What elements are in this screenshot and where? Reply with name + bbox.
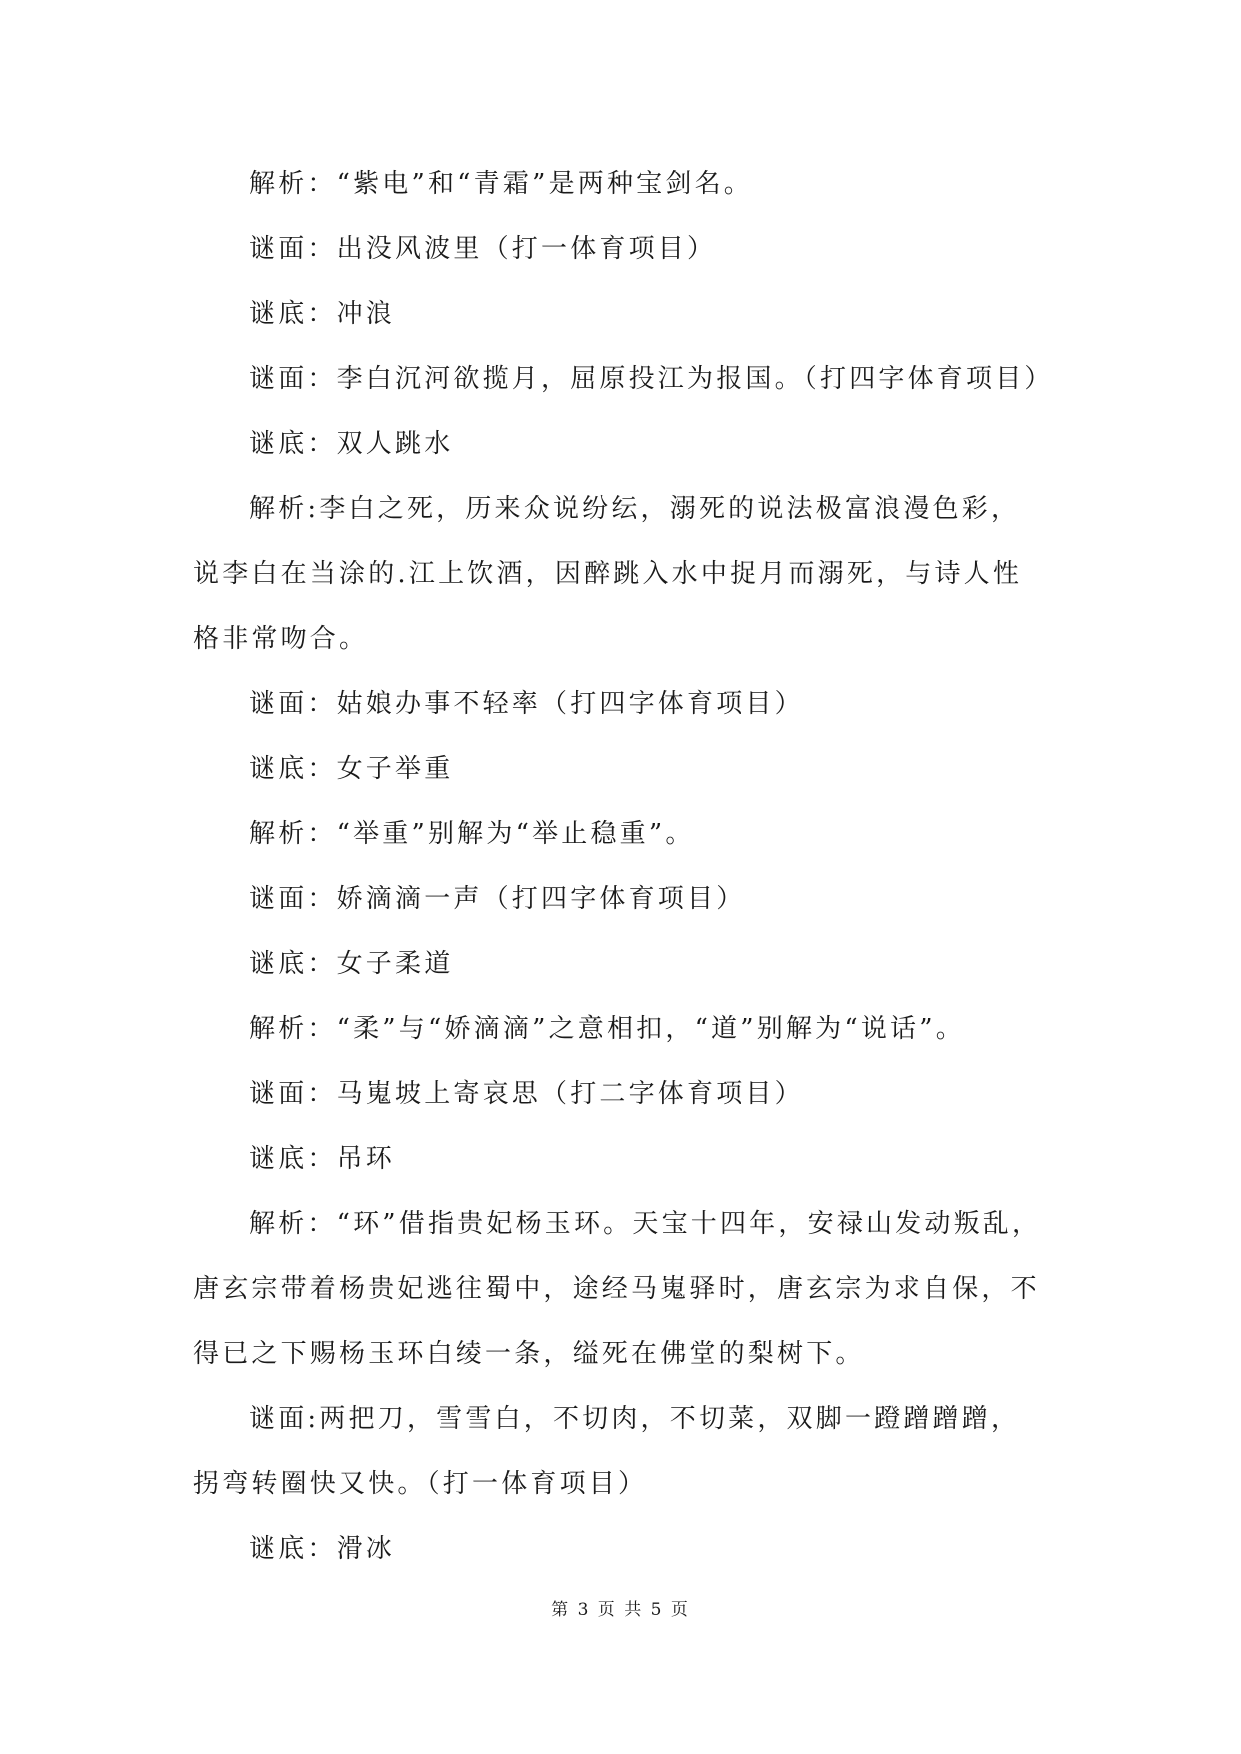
paragraph-analysis-weightlifting: 解析：“举重”别解为“举止稳重”。 — [249, 819, 695, 849]
paragraph-analysis-swords: 解析：“紫电”和“青霜”是两种宝剑名。 — [249, 169, 753, 199]
paragraph-riddle-rings: 谜面：马嵬坡上寄哀思（打二字体育项目） — [249, 1079, 804, 1109]
page-number-footer: 第 3 页 共 5 页 — [551, 1600, 690, 1620]
paragraph-answer-diving: 谜底：双人跳水 — [249, 429, 454, 459]
paragraph-answer-weightlifting: 谜底：女子举重 — [249, 754, 454, 784]
paragraph-answer-skating: 谜底：滑冰 — [249, 1534, 396, 1564]
paragraph-riddle-surfing: 谜面：出没风波里（打一体育项目） — [249, 234, 717, 264]
paragraph-analysis-judo: 解析：“柔”与“娇滴滴”之意相扣，“道”别解为“说话”。 — [249, 1014, 965, 1044]
paragraph-riddle-weightlifting: 谜面：姑娘办事不轻率（打四字体育项目） — [249, 689, 804, 719]
paragraph-riddle-skating: 谜面:两把刀，雪雪白，不切肉，不切菜，双脚一蹬蹭蹭蹭，拐弯转圈快又快。（打一体育项目） — [193, 1404, 1021, 1499]
paragraph-riddle-diving: 谜面：李白沉河欲揽月，屈原投江为报国。（打四字体育项目） — [249, 364, 1054, 394]
paragraph-riddle-judo: 谜面：娇滴滴一声（打四字体育项目） — [249, 884, 746, 914]
paragraph-answer-judo: 谜底：女子柔道 — [249, 949, 454, 979]
paragraph-answer-surfing: 谜底：冲浪 — [249, 299, 396, 329]
paragraph-analysis-rings: 解析：“环”借指贵妃杨玉环。天宝十四年，安禄山发动叛乱，唐玄宗带着杨贵妃逃往蜀中，途经马嵬驿时，唐玄宗为求自保，不得已之下赐杨玉环白绫一条，缢死在佛堂的梨树下。 — [193, 1209, 1042, 1369]
document-body — [193, 152, 1054, 1582]
paragraph-analysis-diving: 解析:李白之死，历来众说纷纭，溺死的说法极富浪漫色彩，说李白在当涂的.江上饮酒，因醉跳入水中捉月而溺死，与诗人性格非常吻合。 — [193, 494, 1023, 654]
paragraph-answer-rings: 谜底：吊环 — [249, 1144, 396, 1174]
